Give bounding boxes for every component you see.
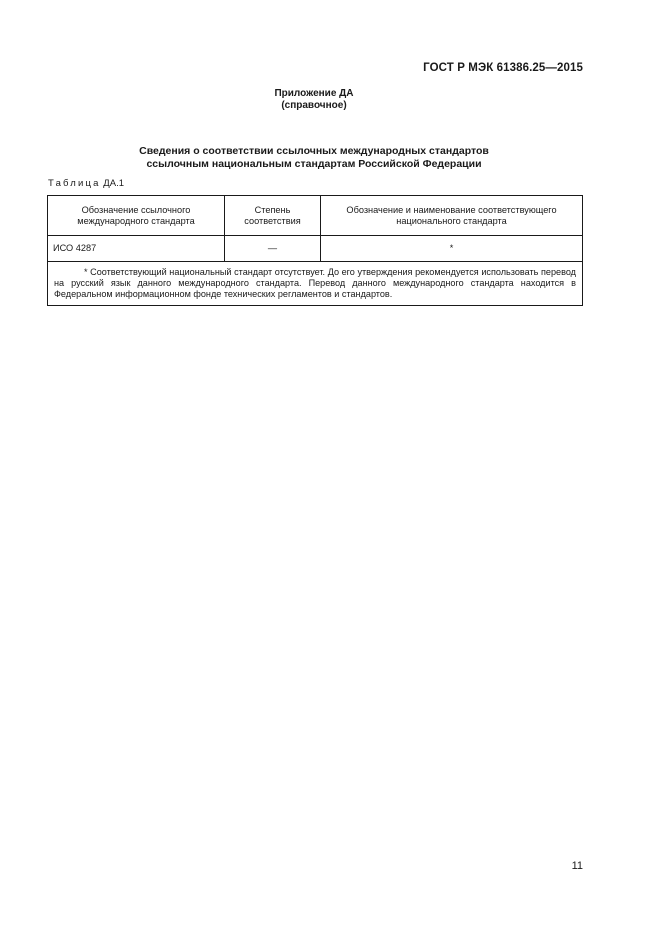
reference-standards-table	[47, 195, 583, 306]
appendix-title: Приложение ДА	[274, 88, 354, 99]
table-caption-prefix: Таблица	[48, 178, 101, 189]
cell-international-standard: ИСО 4287	[48, 236, 225, 262]
cell-national-standard: *	[321, 236, 583, 262]
table-caption	[48, 178, 124, 189]
table-caption-number: ДА.1	[103, 178, 124, 189]
table-header-row	[48, 196, 583, 236]
table-row	[48, 236, 583, 262]
header-line: Обозначение и наименование соответствующего	[346, 204, 557, 215]
header-line: национального стандарта	[396, 215, 507, 226]
page-number: 11	[571, 860, 583, 872]
footnote-text: * Соответствующий национальный стандарт отсутствует. До его утверждения рекомендуется использовать перевод на русский язык данного международного стандарта. Перевод данного международного стандарта находится в Федеральном информационном фонде технических регламентов и стандартов.	[54, 267, 576, 299]
cell-conformity-degree: —	[225, 236, 321, 262]
section-heading-line-2: ссылочным национальным стандартам Российской Федерации	[146, 158, 482, 170]
table-footnote-row	[48, 262, 583, 306]
document-header: ГОСТ Р МЭК 61386.25—2015	[423, 62, 583, 74]
appendix-title-block	[0, 88, 628, 112]
header-line: Обозначение ссылочного	[81, 204, 191, 215]
appendix-type: (справочное)	[281, 100, 347, 111]
header-international-standard	[48, 196, 225, 236]
header-line: Степень	[254, 204, 291, 215]
header-line: международного стандарта	[77, 215, 195, 226]
table-footnote	[48, 262, 583, 306]
header-line: соответствия	[244, 215, 301, 226]
section-heading-line-1: Сведения о соответствии ссылочных международных стандартов	[139, 145, 489, 157]
header-national-standard	[321, 196, 583, 236]
header-conformity-degree	[225, 196, 321, 236]
section-heading	[0, 145, 628, 171]
